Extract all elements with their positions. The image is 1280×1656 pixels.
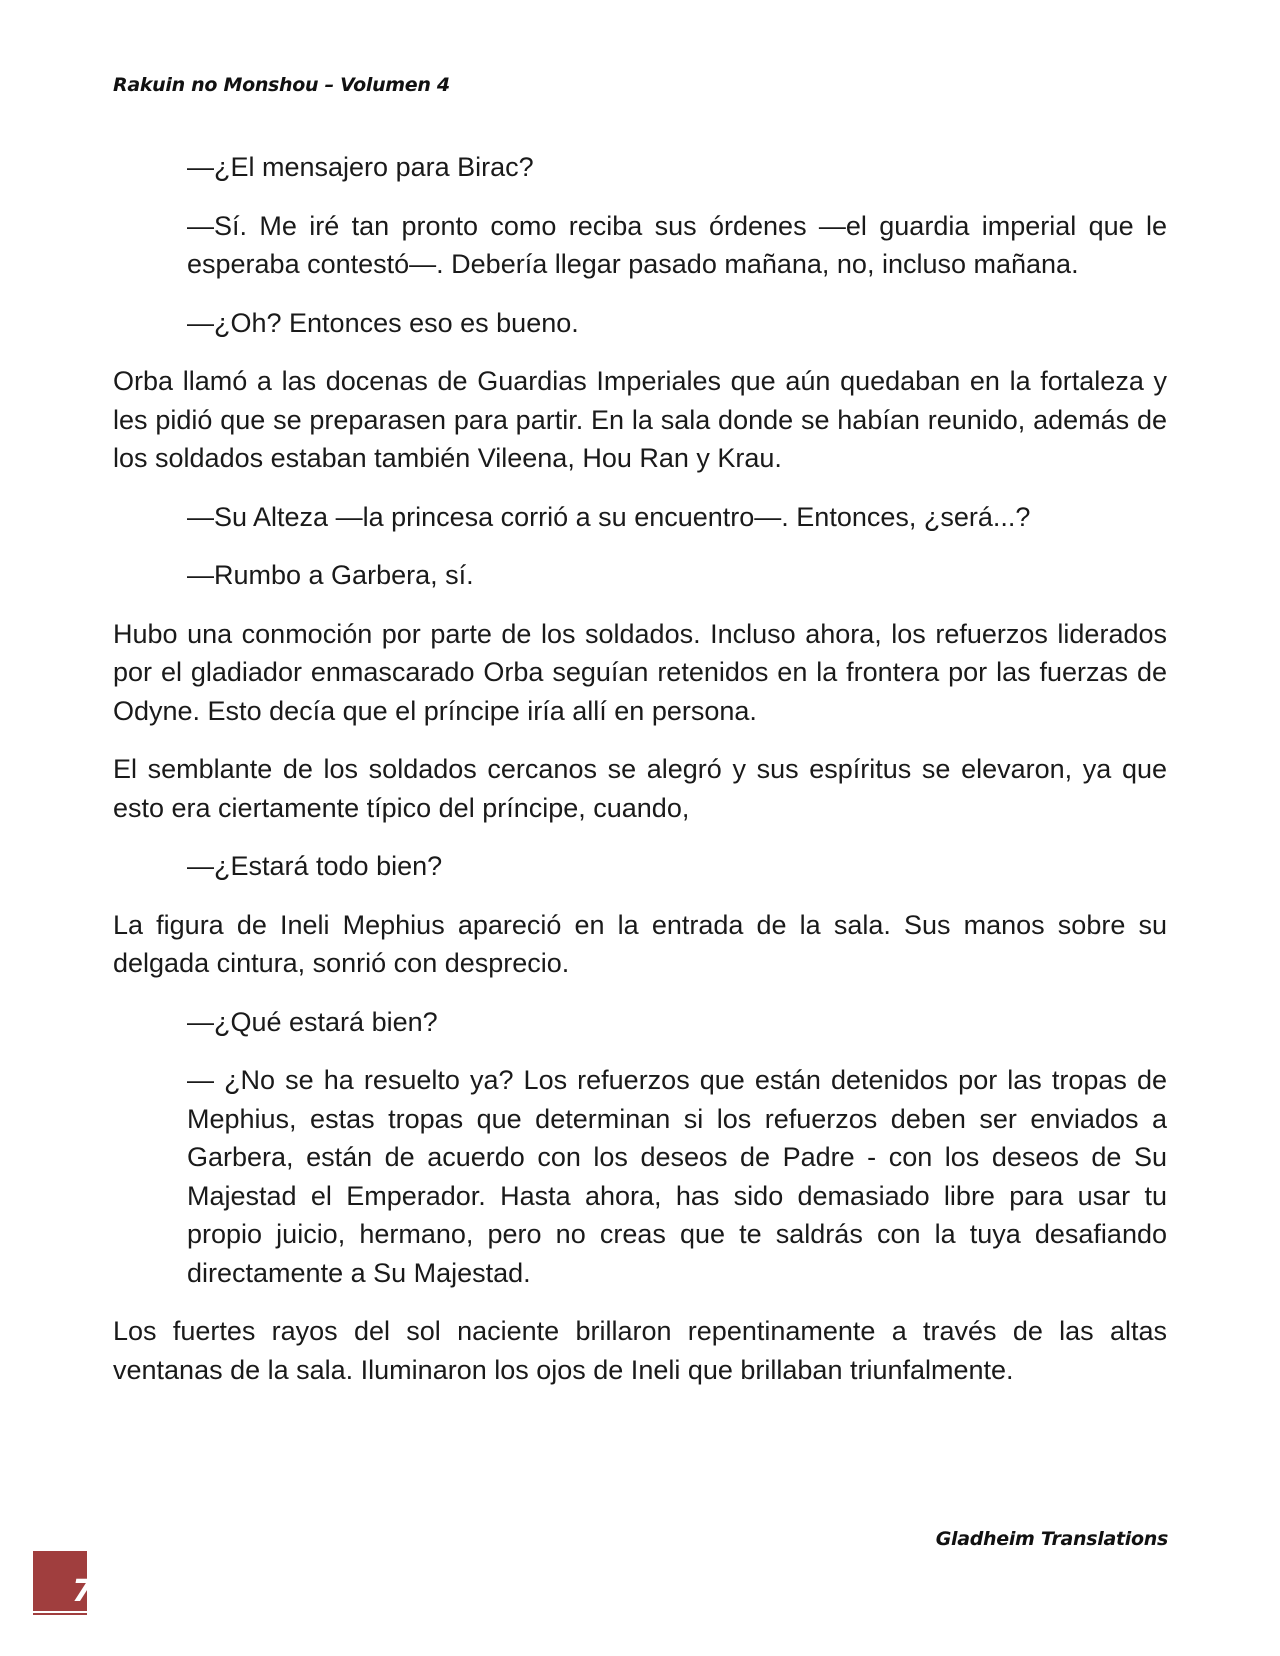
paragraph: Los fuertes rayos del sol naciente brillaron repentinamente a través de las altas ventanas de la sala. Iluminaron los ojos de Ineli que brillaban triunfalmente.	[113, 1316, 1167, 1385]
paragraph: —¿Oh? Entonces eso es bueno.	[187, 307, 579, 338]
paragraph: Orba llamó a las docenas de Guardias Imperiales que aún quedaban en la fortaleza y les pidió que se preparasen para partir. En la sala donde se habían reunido, además de los soldados estaban también Vileena, Hou Ran y Krau.	[113, 366, 1167, 473]
page-number-underline	[33, 1613, 87, 1615]
document-body	[113, 148, 1167, 1409]
paragraph: Hubo una conmoción por parte de los soldados. Incluso ahora, los refuerzos liderados por el gladiador enmascarado Orba seguían retenidos en la frontera por las fuerzas de Odyne. Esto decía que el príncipe iría allí en persona.	[113, 618, 1167, 726]
header-title: Rakuin no Monshou – Volumen 4	[113, 74, 450, 96]
paragraph: —¿Estará todo bien?	[187, 851, 443, 881]
paragraph: El semblante de los soldados cercanos se alegró y sus espíritus se elevaron, ya que esto era ciertamente típico del príncipe, cuando,	[113, 754, 1167, 823]
paragraph: La figura de Ineli Mephius apareció en la entrada de la sala. Sus manos sobre su delgada cintura, sonrió con desprecio.	[113, 909, 1167, 978]
page-number: 7	[72, 1574, 93, 1609]
paragraph: — ¿No se ha resuelto ya? Los refuerzos que están detenidos por las tropas de Mephius, estas tropas que determinan si los refuerzos deben ser enviados a Garbera, están de acuerdo con los deseos de Padre - con los deseos de Su Majestad el Emperador. Hasta ahora, has sido demasiado libre para usar tu propio juicio, hermano, pero no creas que te saldrás con la tuya desafiando directamente a Su Majestad.	[187, 1065, 1167, 1288]
paragraph: —Su Alteza —la princesa corrió a su encuentro—. Entonces, ¿será...?	[187, 501, 1031, 532]
paragraph: —Rumbo a Garbera, sí.	[187, 560, 474, 590]
footer-credit: Gladheim Translations	[935, 1528, 1168, 1550]
paragraph: —¿Qué estará bien?	[187, 1006, 438, 1037]
paragraph: —¿El mensajero para Birac?	[187, 152, 534, 182]
paragraph: —Sí. Me iré tan pronto como reciba sus órdenes —el guardia imperial que le esperaba contestó—. Debería llegar pasado mañana, no, incluso mañana.	[187, 210, 1167, 279]
